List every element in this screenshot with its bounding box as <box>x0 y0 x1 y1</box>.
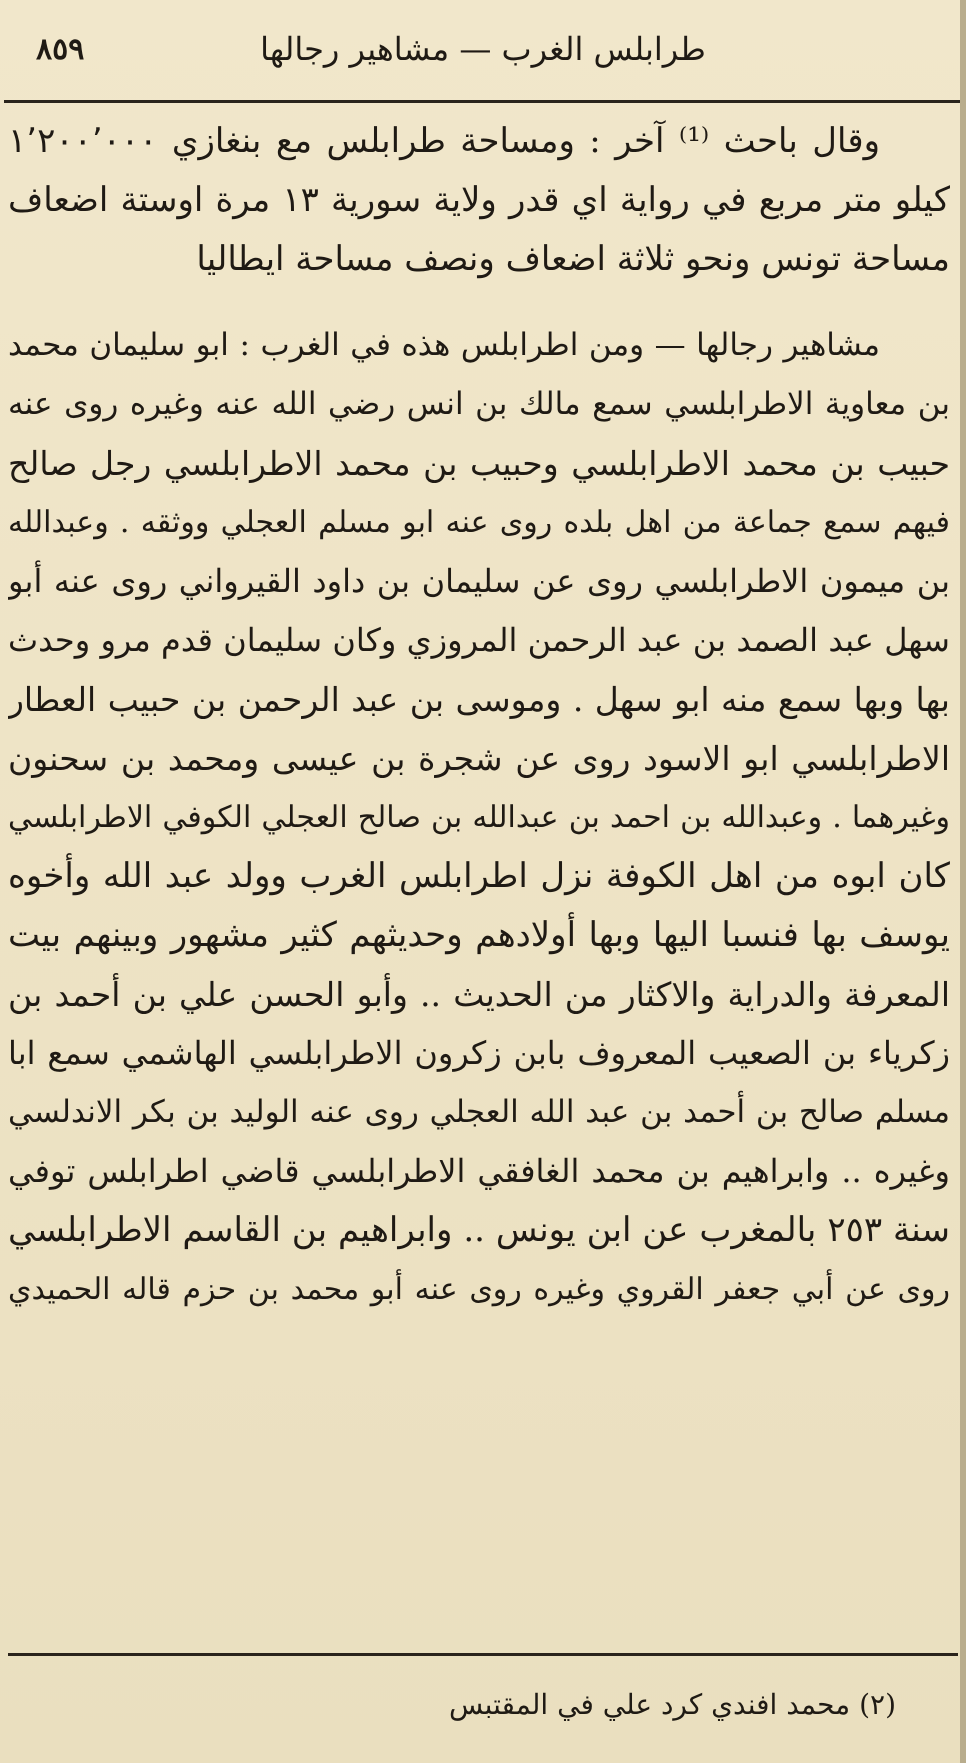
text-line: سهل عبد الصمد بن عبد الرحمن المروزي وكان سليمان قدم مرو وحدث <box>8 621 950 659</box>
text-line: وغيره .. وابراهيم بن محمد الغافقي الاطرابلسي قاضي اطرابلس توفي <box>8 1152 950 1190</box>
page-edge <box>960 0 966 1763</box>
footnote: (٢) محمد افندي كرد علي في المقتبس <box>448 1688 896 1721</box>
page-header <box>0 18 966 78</box>
text-line: سنة ٢٥٣ بالمغرب عن ابن يونس .. وابراهيم بن القاسم الاطرابلسي <box>8 1210 950 1250</box>
paragraph-gap <box>8 289 950 316</box>
text-line: بها وبها سمع منه ابو سهل . وموسى بن عبد الرحمن بن حبيب العطار <box>8 680 950 719</box>
text-line: كيلو متر مربع في رواية اي قدر ولاية سورية ١٣ مرة اوستة اضعاف <box>8 180 950 220</box>
text-line: حبيب بن محمد الاطرابلسي وحبيب بن محمد الاطرابلسي رجل صالح <box>8 444 950 483</box>
text-line: روى عن أبي جعفر القروي وغيره روى عنه أبو محمد بن حزم قاله الحميدي <box>8 1272 950 1307</box>
text-line: وغيرهما . وعبدالله بن احمد بن عبدالله بن صالح العجلي الكوفي الاطرابلسي <box>8 800 950 835</box>
text-line: بن ميمون الاطرابلسي روى عن سليمان بن داود القيرواني روى عنه أبو <box>8 562 950 600</box>
text-line: وقال باحث ⁽¹⁾ آخر : ومساحة طرابلس مع بنغازي ١٬٢٠٠٬٠٠٠ <box>8 121 880 161</box>
text-line: الاطرابلسي ابو الاسود روى عن شجرة بن عيسى ومحمد بن سحنون <box>8 739 950 778</box>
page-number: ٨٥٩ <box>36 32 85 67</box>
text-line: يوسف بها فنسبا اليها وبها أولادهم وحديثهم كثير مشهور وبينهم بيت <box>8 915 950 955</box>
text-line: زكرياء بن الصعيب المعروف بابن زكرون الاطرابلسي الهاشمي سمع ابا <box>8 1034 950 1072</box>
text-line: مشاهير رجالها — ومن اطرابلس هذه في الغرب : ابو سليمان محمد <box>8 327 880 363</box>
main-text <box>8 112 950 1319</box>
text-line: كان ابوه من اهل الكوفة نزل اطرابلس الغرب وولد عبد الله وأخوه <box>8 856 950 896</box>
text-line: مسلم صالح بن أحمد بن عبد الله العجلي روى عنه الوليد بن بكر الاندلسي <box>8 1094 950 1130</box>
text-line: بن معاوية الاطرابلسي سمع مالك بن انس رضي الله عنه وغيره روى عنه <box>8 386 950 422</box>
running-title: طرابلس الغرب — مشاهير رجالها <box>260 30 706 68</box>
footnote-rule <box>8 1653 958 1656</box>
text-line: مساحة تونس ونحو ثلاثة اضعاف ونصف مساحة ايطاليا <box>196 239 950 279</box>
text-line: المعرفة والدراية والاكثار من الحديث .. وأبو الحسن علي بن أحمد بن <box>8 975 950 1014</box>
header-rule <box>4 100 966 103</box>
text-line: فيهم سمع جماعة من اهل بلده روى عنه ابو مسلم العجلي ووثقه . وعبدالله <box>8 505 950 540</box>
